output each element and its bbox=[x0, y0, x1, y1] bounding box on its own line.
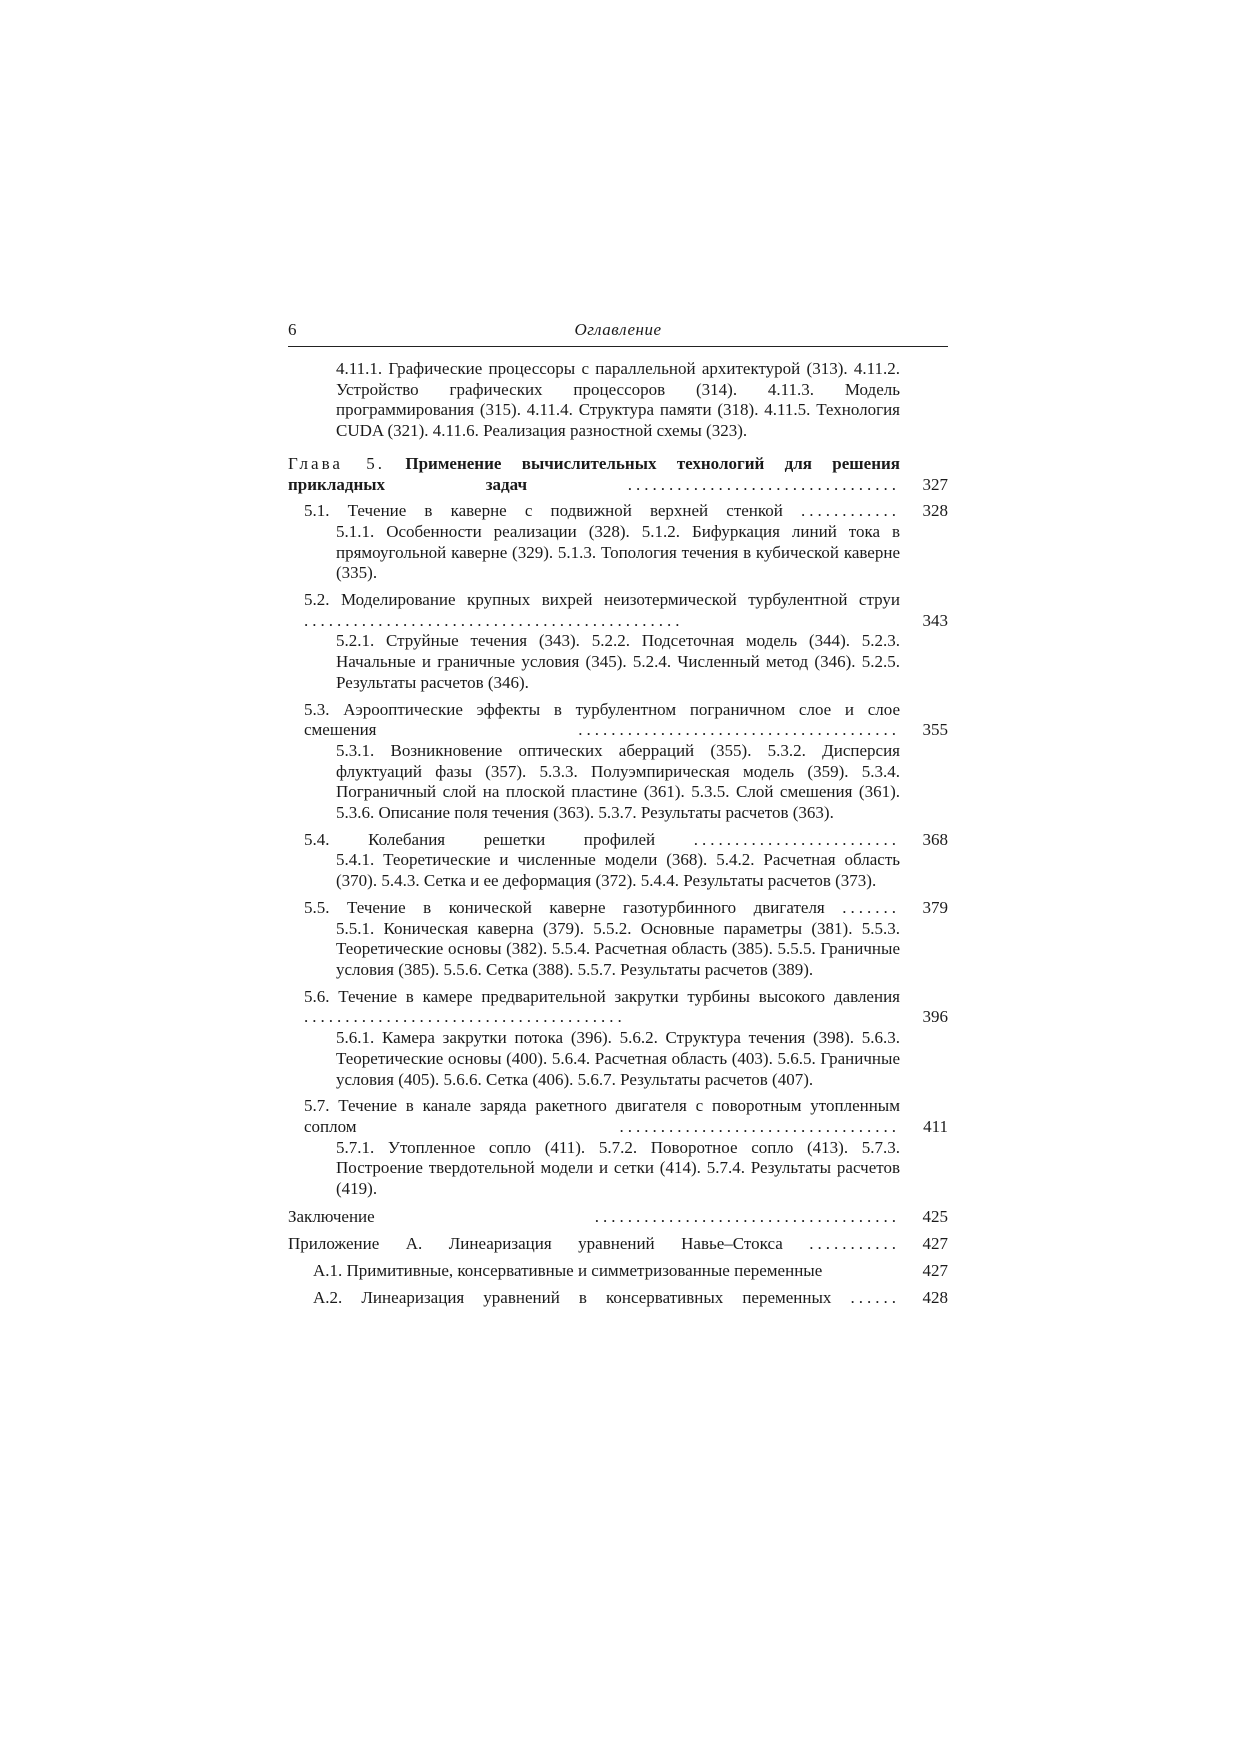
section-page: 343 bbox=[922, 610, 948, 630]
section-page: 411 bbox=[923, 1116, 948, 1136]
chapter-label: Глава 5. bbox=[288, 453, 386, 473]
section-subsections: 5.5.1. Коническая каверна (379). 5.5.2. Основные параметры (381). 5.5.3. Теоретические основы (382). 5.5.4. Расчетная область (385). 5.5.5. Граничные условия (385). 5.5.6. Сетка (388). 5.5.7. Результаты расчетов (389). bbox=[336, 918, 900, 979]
chapter-entry[interactable]: Глава 5. Применение вычислительных технологий для решения прикладных задач ................................. 327 bbox=[288, 453, 948, 494]
appendix-section-a2[interactable]: А.2. Линеаризация уравнений в консервативных переменных ...... 428 bbox=[313, 1287, 948, 1307]
section-page: 328 bbox=[922, 501, 948, 521]
section-title: 5.1. Течение в каверне с подвижной верхней стенкой bbox=[304, 501, 783, 521]
chapter-page: 327 bbox=[922, 474, 948, 494]
page-number: 6 bbox=[288, 320, 297, 339]
section-page: 396 bbox=[922, 1007, 948, 1027]
section-page: 355 bbox=[922, 720, 948, 740]
section-title: 5.6. Течение в камере предварительной закрутки турбины высокого давления bbox=[304, 986, 900, 1006]
section-title: 5.3. Аэрооптические эффекты в турбулентном пограничном слое и слое смешения bbox=[304, 699, 900, 740]
section-subsections: 5.6.1. Камера закрутки потока (396). 5.6.2. Структура течения (398). 5.6.3. Теоретические основы (400). 5.6.4. Расчетная область (403). 5.6.5. Граничные условия (405). 5.6.6. Сетка (406). 5.6.7. Результаты расчетов (407). bbox=[336, 1028, 900, 1089]
section-title: 5.5. Течение в конической каверне газотурбинного двигателя bbox=[304, 897, 825, 917]
conclusion-page: 425 bbox=[922, 1206, 948, 1226]
appendix-section-a1[interactable] bbox=[288, 1261, 948, 1282]
prev-chapter-subsections: 4.11.1. Графические процессоры с параллельной архитектурой (313). 4.11.2. Устройство графических процессоров (314). 4.11.3. Модель программирования (315). 4.11.4. Структура памяти (318). 4.11.5. Технология CUDA (321). 4.11.6. Реализация разностной схемы (323). bbox=[336, 359, 900, 441]
section-subsections: 5.2.1. Струйные течения (343). 5.2.2. Подсеточная модель (344). 5.2.3. Начальные и граничные условия (345). 5.2.4. Численный метод (346). 5.2.5. Результаты расчетов (346). bbox=[336, 631, 900, 692]
section-5-3[interactable]: 5.3. Аэрооптические эффекты в турбулентном пограничном слое и слое смешения ....................................... 355 5.3.1. Возникновение оптических аберраций (355). 5.3.2. Дисперсия флуктуаций фазы (357). 5.3.3. Полуэмпирическая модель (359). 5.3.4. Пограничный слой на плоской пластине (361). 5.3.5. Слой смешения (361). 5.3.6. Описание поля течения (363). 5.3.7. Результаты расчетов (363). bbox=[304, 699, 948, 823]
toc-page bbox=[288, 318, 948, 1309]
appendix-section-page: 428 bbox=[922, 1287, 948, 1307]
section-5-1[interactable]: 5.1. Течение в каверне с подвижной верхней стенкой ............ 328 5.1.1. Особенности реализации (328). 5.1.2. Бифуркация линий тока в прямоугольной каверне (329). 5.1.3. Топология течения в кубической каверне (335). bbox=[304, 501, 948, 583]
section-5-4[interactable]: 5.4. Колебания решетки профилей ......................... 368 5.4.1. Теоретические и численные модели (368). 5.4.2. Расчетная область (370). 5.4.3. Сетка и ее деформация (372). 5.4.4. Результаты расчетов (373). bbox=[304, 829, 948, 891]
section-5-5[interactable]: 5.5. Течение в конической каверне газотурбинного двигателя ....... 379 5.5.1. Коническая каверна (379). 5.5.2. Основные параметры (381). 5.5.3. Теоретические основы (382). 5.5.4. Расчетная область (385). 5.5.5. Граничные условия (385). 5.5.6. Сетка (388). 5.5.7. Результаты расчетов (389). bbox=[304, 897, 948, 979]
appendix-page: 427 bbox=[922, 1234, 948, 1254]
section-title: 5.7. Течение в канале заряда ракетного двигателя с поворотным утопленным соплом bbox=[304, 1096, 900, 1136]
appendix-section-title: А.2. Линеаризация уравнений в консервативных переменных bbox=[313, 1287, 832, 1307]
conclusion-title: Заключение bbox=[288, 1206, 375, 1226]
appendix-title: Приложение А. Линеаризация уравнений Навье–Стокса bbox=[288, 1234, 783, 1254]
section-title: 5.4. Колебания решетки профилей bbox=[304, 829, 656, 849]
chapter-title: Применение вычислительных технологий для решения прикладных задач bbox=[288, 453, 900, 494]
conclusion-entry[interactable]: Заключение ..................................... 425 bbox=[288, 1206, 948, 1226]
section-subsections: 5.4.1. Теоретические и численные модели (368). 5.4.2. Расчетная область (370). 5.4.3. Сетка и ее деформация (372). 5.4.4. Результаты расчетов (373). bbox=[336, 850, 900, 891]
section-subsections: 5.3.1. Возникновение оптических аберраций (355). 5.3.2. Дисперсия флуктуаций фазы (357). 5.3.3. Полуэмпирическая модель (359). 5.3.4. Пограничный слой на плоской пластине (361). 5.3.5. Слой смешения (361). 5.3.6. Описание поля течения (363). 5.3.7. Результаты расчетов (363). bbox=[336, 740, 900, 823]
section-5-2[interactable]: 5.2. Моделирование крупных вихрей неизотермической турбулентной струи .............................................. 343 5.2.1. Струйные течения (343). 5.2.2. Подсеточная модель (344). 5.2.3. Начальные и граничные условия (345). 5.2.4. Численный метод (346). 5.2.5. Результаты расчетов (346). bbox=[304, 590, 948, 692]
section-title: 5.2. Моделирование крупных вихрей неизотермической турбулентной струи bbox=[304, 590, 900, 610]
section-5-6[interactable]: 5.6. Течение в камере предварительной закрутки турбины высокого давления ....................................... 396 5.6.1. Камера закрутки потока (396). 5.6.2. Структура течения (398). 5.6.3. Теоретические основы (400). 5.6.4. Расчетная область (403). 5.6.5. Граничные условия (405). 5.6.6. Сетка (406). 5.6.7. Результаты расчетов (407). bbox=[304, 986, 948, 1089]
section-page: 368 bbox=[922, 829, 948, 849]
table-of-contents bbox=[288, 359, 948, 1309]
running-header bbox=[288, 318, 948, 347]
section-subsections: 5.1.1. Особенности реализации (328). 5.1.2. Бифуркация линий тока в прямоугольной каверне (329). 5.1.3. Топология течения в кубической каверне (335). bbox=[336, 521, 900, 583]
appendix-section-title: А.1. Примитивные, консервативные и симметризованные переменные bbox=[313, 1261, 823, 1281]
section-5-7[interactable]: 5.7. Течение в канале заряда ракетного двигателя с поворотным утопленным соплом .................................. 411 5.7.1. Утопленное сопло (411). 5.7.2. Поворотное сопло (413). 5.7.3. Построение твердотельной модели и сетки (414). 5.7.4. Результаты расчетов (419). bbox=[304, 1096, 948, 1199]
appendix-section-page: 427 bbox=[922, 1261, 948, 1281]
section-page: 379 bbox=[922, 897, 948, 917]
appendix-entry[interactable]: Приложение А. Линеаризация уравнений Навье–Стокса ........... 427 bbox=[288, 1234, 948, 1254]
running-title: Оглавление bbox=[574, 320, 662, 339]
section-subsections: 5.7.1. Утопленное сопло (411). 5.7.2. Поворотное сопло (413). 5.7.3. Построение твердотельной модели и сетки (414). 5.7.4. Результаты расчетов (419). bbox=[336, 1137, 900, 1199]
